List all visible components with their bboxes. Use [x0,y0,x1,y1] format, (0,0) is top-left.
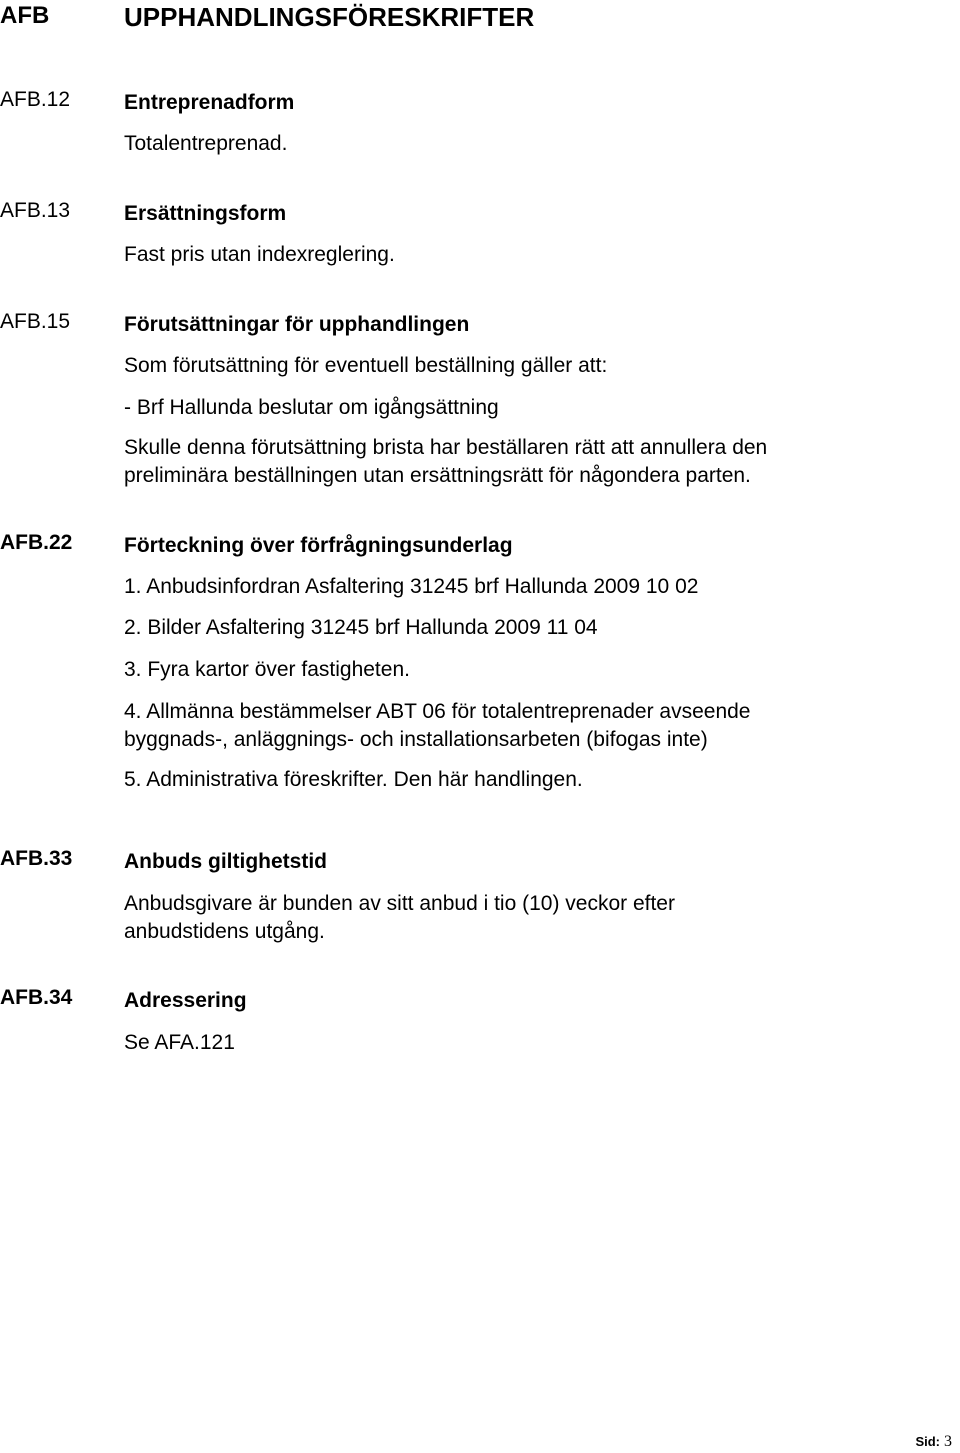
section-text: Skulle denna förutsättning brista har beställaren rätt att annullera den [124,436,768,459]
list-item: byggnads-, anläggnings- och installationsarbeten (bifogas inte) [124,728,708,751]
section-heading: Ersättningsform [124,202,287,225]
list-item: 1. Anbudsinfordran Asfaltering 31245 brf Hallunda 2009 10 02 [124,575,699,598]
section-text: anbudstidens utgång. [124,920,325,943]
section-code: AFB.22 [0,531,73,554]
header-code: AFB [0,2,50,29]
list-item: 3. Fyra kartor över fastigheten. [124,658,410,681]
section-code: AFB.13 [0,199,71,222]
section-code: AFB.12 [0,88,71,111]
section-text: Som förutsättning för eventuell beställning gäller att: [124,354,608,377]
section-code: AFB.15 [0,310,71,333]
section-text: Anbudsgivare är bunden av sitt anbud i tio (10) veckor efter [124,892,675,915]
page-title: UPPHANDLINGSFÖRESKRIFTER [124,2,535,32]
page-number-label: Sid: [915,1434,940,1449]
section-heading: Anbuds giltighetstid [124,850,327,873]
section-text: Fast pris utan indexreglering. [124,243,395,266]
section-text: preliminära beställningen utan ersättningsrätt för någondera parten. [124,464,751,487]
section-heading: Förteckning över förfrågningsunderlag [124,534,513,557]
section-text: Totalentreprenad. [124,132,288,155]
section-heading: Adressering [124,989,247,1012]
list-item: 4. Allmänna bestämmelser ABT 06 för totalentreprenader avseende [124,700,751,723]
bullet-item: - Brf Hallunda beslutar om igångsättning [124,396,499,419]
page-number [915,1433,952,1451]
page-number-value: 3 [944,1433,952,1450]
section-text: Se AFA.121 [124,1031,235,1054]
section-code: AFB.33 [0,847,73,870]
list-item: 5. Administrativa föreskrifter. Den här handlingen. [124,768,583,791]
section-heading: Entreprenadform [124,91,295,114]
list-item: 2. Bilder Asfaltering 31245 brf Hallunda 2009 11 04 [124,616,598,639]
section-code: AFB.34 [0,986,73,1009]
section-heading: Förutsättningar för upphandlingen [124,313,470,336]
